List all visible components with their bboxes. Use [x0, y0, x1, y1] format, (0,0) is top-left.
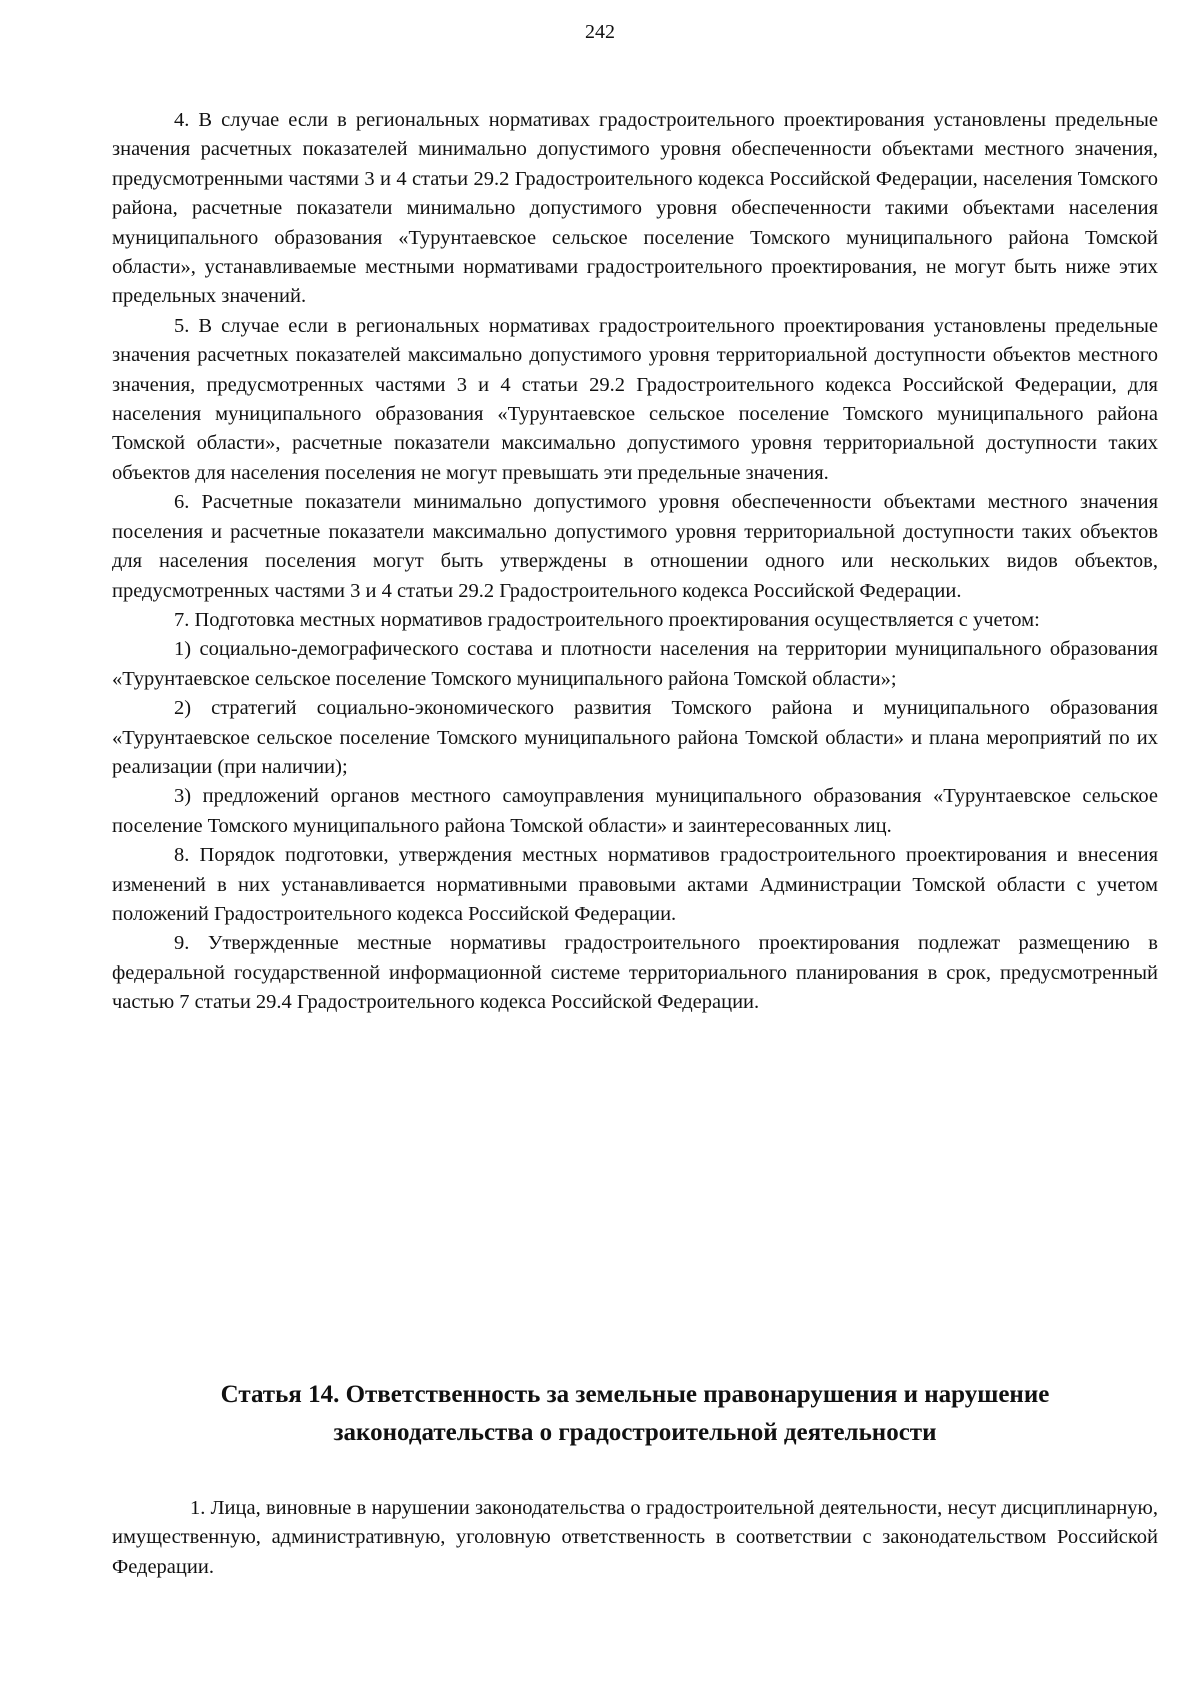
- paragraph-4: 4. В случае если в региональных нормативах градостроительного проектирования установлены предельные значения расчетных показателей минимально допустимого уровня обеспеченности объектами местного значения, предусмотренными частями 3 и 4 статьи 29.2 Градостроительного кодекса Российской Федерации, населения Томского района, расчетные показатели минимально допустимого уровня обеспеченности такими объектами населения муниципального образования «Турунтаевское сельское поселение Томского муниципального района Томской области», устанавливаемые местными нормативами градостроительного проектирования, не могут быть ниже этих предельных значений.: [112, 109, 1158, 308]
- paragraph-7-item-3: 3) предложений органов местного самоуправления муниципального образования «Турунтаевское сельское поселение Томского муниципального района Томской области» и заинтересованных лиц.: [112, 785, 1158, 837]
- paragraph-9: 9. Утвержденные местные нормативы градостроительного проектирования подлежат размещению в федеральной государственной информационной системе территориального планирования в срок, предусмотренный частью 7 статьи 29.4 Градостроительного кодекса Российской Федерации.: [112, 932, 1158, 1014]
- paragraph-8: 8. Порядок подготовки, утверждения местных нормативов градостроительного проектирования и внесения изменений в них устанавливается нормативными правовыми актами Администрации Томской области с учетом положений Градостроительного кодекса Российской Федерации.: [112, 844, 1158, 925]
- document-body: [112, 106, 1158, 1018]
- article-heading-line-1: Статья 14. Ответственность за земельные правонарушения и нарушение: [220, 1381, 1050, 1408]
- paragraph-7-item-1: 1) социально-демографического состава и плотности населения на территории муниципального образования «Турунтаевское сельское поселение Томского муниципального района Томской области»;: [112, 638, 1158, 690]
- paragraph-7: 7. Подготовка местных нормативов градостроительного проектирования осуществляется с учетом:: [174, 608, 1040, 631]
- article-heading: [112, 1376, 1158, 1452]
- paragraph-6: 6. Расчетные показатели минимально допустимого уровня обеспеченности объектами местного значения поселения и расчетные показатели максимально допустимого уровня территориальной доступности таких объектов для населения поселения могут быть утверждены в отношении одного или нескольких видов объектов, предусмотренных частями 3 и 4 статьи 29.2 Градостроительного кодекса Российской Федерации.: [112, 491, 1158, 602]
- paragraph-5: 5. В случае если в региональных нормативах градостроительного проектирования установлены предельные значения расчетных показателей максимально допустимого уровня территориальной доступности объектов местного значения, предусмотренных частями 3 и 4 статьи 29.2 Градостроительного кодекса Российской Федерации, для населения муниципального образования «Турунтаевское сельское поселение Томского муниципального района Томской области», расчетные показатели максимально допустимого уровня территориальной доступности таких объектов для населения поселения не могут превышать эти предельные значения.: [112, 314, 1158, 484]
- page-number: 242: [585, 21, 615, 43]
- article-body: [112, 1494, 1158, 1582]
- paragraph-7-item-2: 2) стратегий социально-экономического развития Томского района и муниципального образования «Турунтаевское сельское поселение Томского муниципального района Томской области» и плана мероприятий по их реализации (при наличии);: [112, 697, 1158, 778]
- article-heading-line-2: законодательства о градостроительной деятельности: [333, 1419, 937, 1446]
- article-paragraph-1: 1. Лица, виновные в нарушении законодательства о градостроительной деятельности, несут дисциплинарную, имущественную, административную, уголовную ответственность в соответствии с законодательством Российской Федерации.: [112, 1497, 1158, 1578]
